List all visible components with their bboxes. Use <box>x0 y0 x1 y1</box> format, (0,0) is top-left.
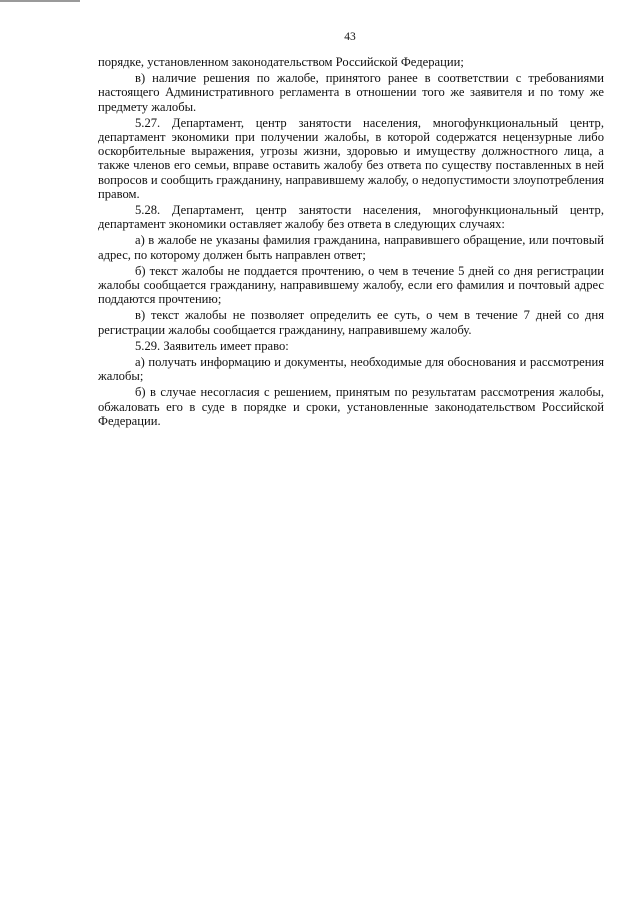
paragraph-5-28: 5.28. Департамент, центр занятости населения, многофункциональный центр, департамент экономики оставляет жалобу без ответа в следующих случаях: <box>98 203 604 232</box>
paragraph-5-27: 5.27. Департамент, центр занятости населения, многофункциональный центр, департамент экономики при получении жалобы, в которой содержатся нецензурные либо оскорбительные выражения, угрозы жизни, здоровью и имуществу должностного лица, а также членов его семьи, вправе оставить жалобу без ответа по существу поставленных в ней вопросов и сообщить гражданину, направившему жалобу, о недопустимости злоупотребления правом. <box>98 115 604 201</box>
corner-scan-mark <box>0 0 80 2</box>
paragraph-5-29-item-a: а) получать информацию и документы, необходимые для обоснования и рассмотрения жалобы; <box>98 355 604 384</box>
paragraph-item-v: в) наличие решения по жалобе, принятого ранее в соответствии с требованиями настоящего Административного регламента в отношении того же заявителя и по тому же предмету жалобы. <box>98 71 604 114</box>
paragraph-5-29: 5.29. Заявитель имеет право: <box>135 338 289 353</box>
paragraph-5-28-item-b: б) текст жалобы не поддается прочтению, о чем в течение 5 дней со дня регистрации жалобы сообщается гражданину, направившему жалобу, если его фамилия и почтовый адрес поддаются прочтению; <box>98 263 604 307</box>
paragraph-5-28-item-v: в) текст жалобы не позволяет определить ее суть, о чем в течение 7 дней со дня регистрации жалобы сообщается гражданину, направившему жалобу. <box>98 308 604 337</box>
paragraph-continuation: порядке, установленном законодательством Российской Федерации; <box>98 55 464 69</box>
paragraph-5-28-item-a: а) в жалобе не указаны фамилия гражданина, направившего обращение, или почтовый адрес, по которому должен быть направлен ответ; <box>98 233 604 262</box>
paragraph-5-29-item-b: б) в случае несогласия с решением, принятым по результатам рассмотрения жалобы, обжаловать его в суде в порядке и сроки, установленные законодательством Российской Федерации. <box>98 385 604 428</box>
document-body <box>98 55 604 430</box>
page-number: 43 <box>344 31 356 43</box>
